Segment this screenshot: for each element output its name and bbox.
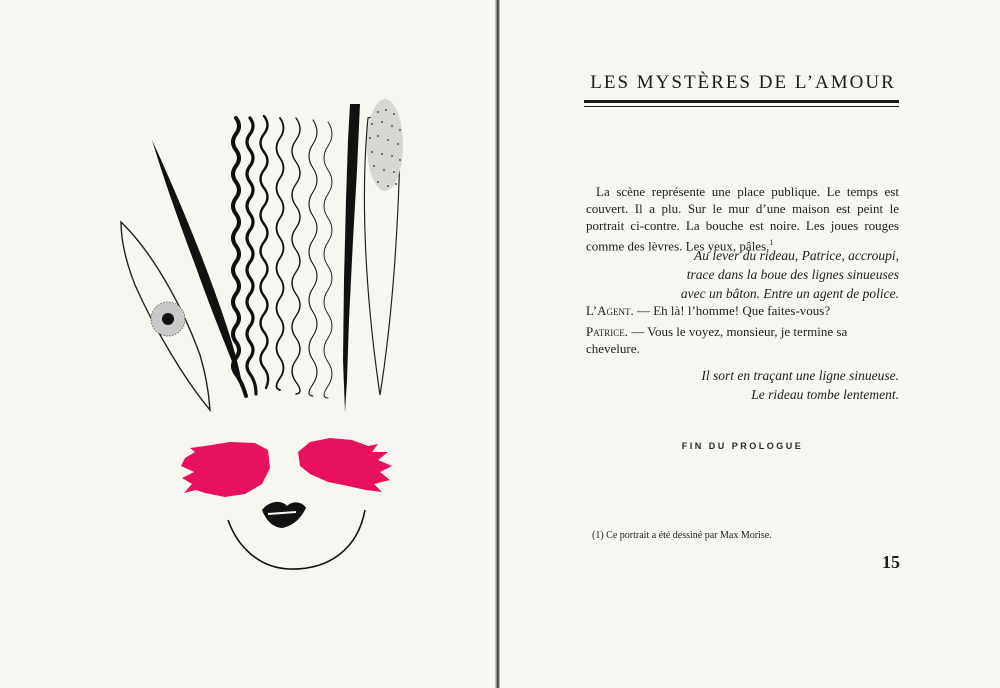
stipple-shape [367,99,403,191]
stage-line: Au lever du rideau, Patrice, accroupi, [694,248,899,263]
right-cheek [298,438,392,492]
end-of-prologue-label: FIN DU PROLOGUE [681,441,804,451]
page-number: 15 [882,552,900,572]
speaker-name: L’Agent. [586,303,634,318]
dialogue-line-agent [586,302,899,319]
dialogue-line-patrice [586,323,899,357]
title-rule-thick [584,100,899,103]
stage-direction-2 [586,366,899,404]
dialogue-block [586,302,899,361]
footnote: (1) Ce portrait a été dessiné par Max Morise. [592,530,772,541]
running-title: LES MYSTÈRES DE L’AMOUR [590,72,896,93]
speech-text: — Eh là! l’homme! Que faites-vous? [633,303,831,318]
opening-paragraph [586,183,899,254]
portrait-illustration [0,0,498,688]
right-page [500,0,1000,688]
stage-line: trace dans la boue des lignes sinueuses [686,267,899,282]
black-stroke [152,140,243,390]
eye-pupil [162,313,174,325]
wavy-hair-lines [233,116,332,398]
left-cheek [181,442,270,497]
stage-line: avec un bâton. Entre un agent de police. [680,286,899,301]
stage-direction-1 [586,246,899,303]
footnote-marker: 1 [769,238,774,247]
speaker-name: Patrice. [586,324,628,339]
title-rule-thin [584,106,899,107]
stage-line: Le rideau tombe lentement. [751,387,899,402]
opening-paragraph-text: La scène représente une place publique. Le temps est couvert. Il a plu. Sur le mur d’une maison est peint le portrait ci-contre. La bouche est noire. Les joues rouges comme des lèvres. Les yeux, pâles. [586,184,899,254]
vertical-black-stroke [343,104,360,412]
stage-line: Il sort en traçant une ligne sinueuse. [701,368,899,383]
left-page [0,0,498,688]
speech-text: — Vous le voyez, monsieur, je termine sa chevelure. [586,324,848,356]
